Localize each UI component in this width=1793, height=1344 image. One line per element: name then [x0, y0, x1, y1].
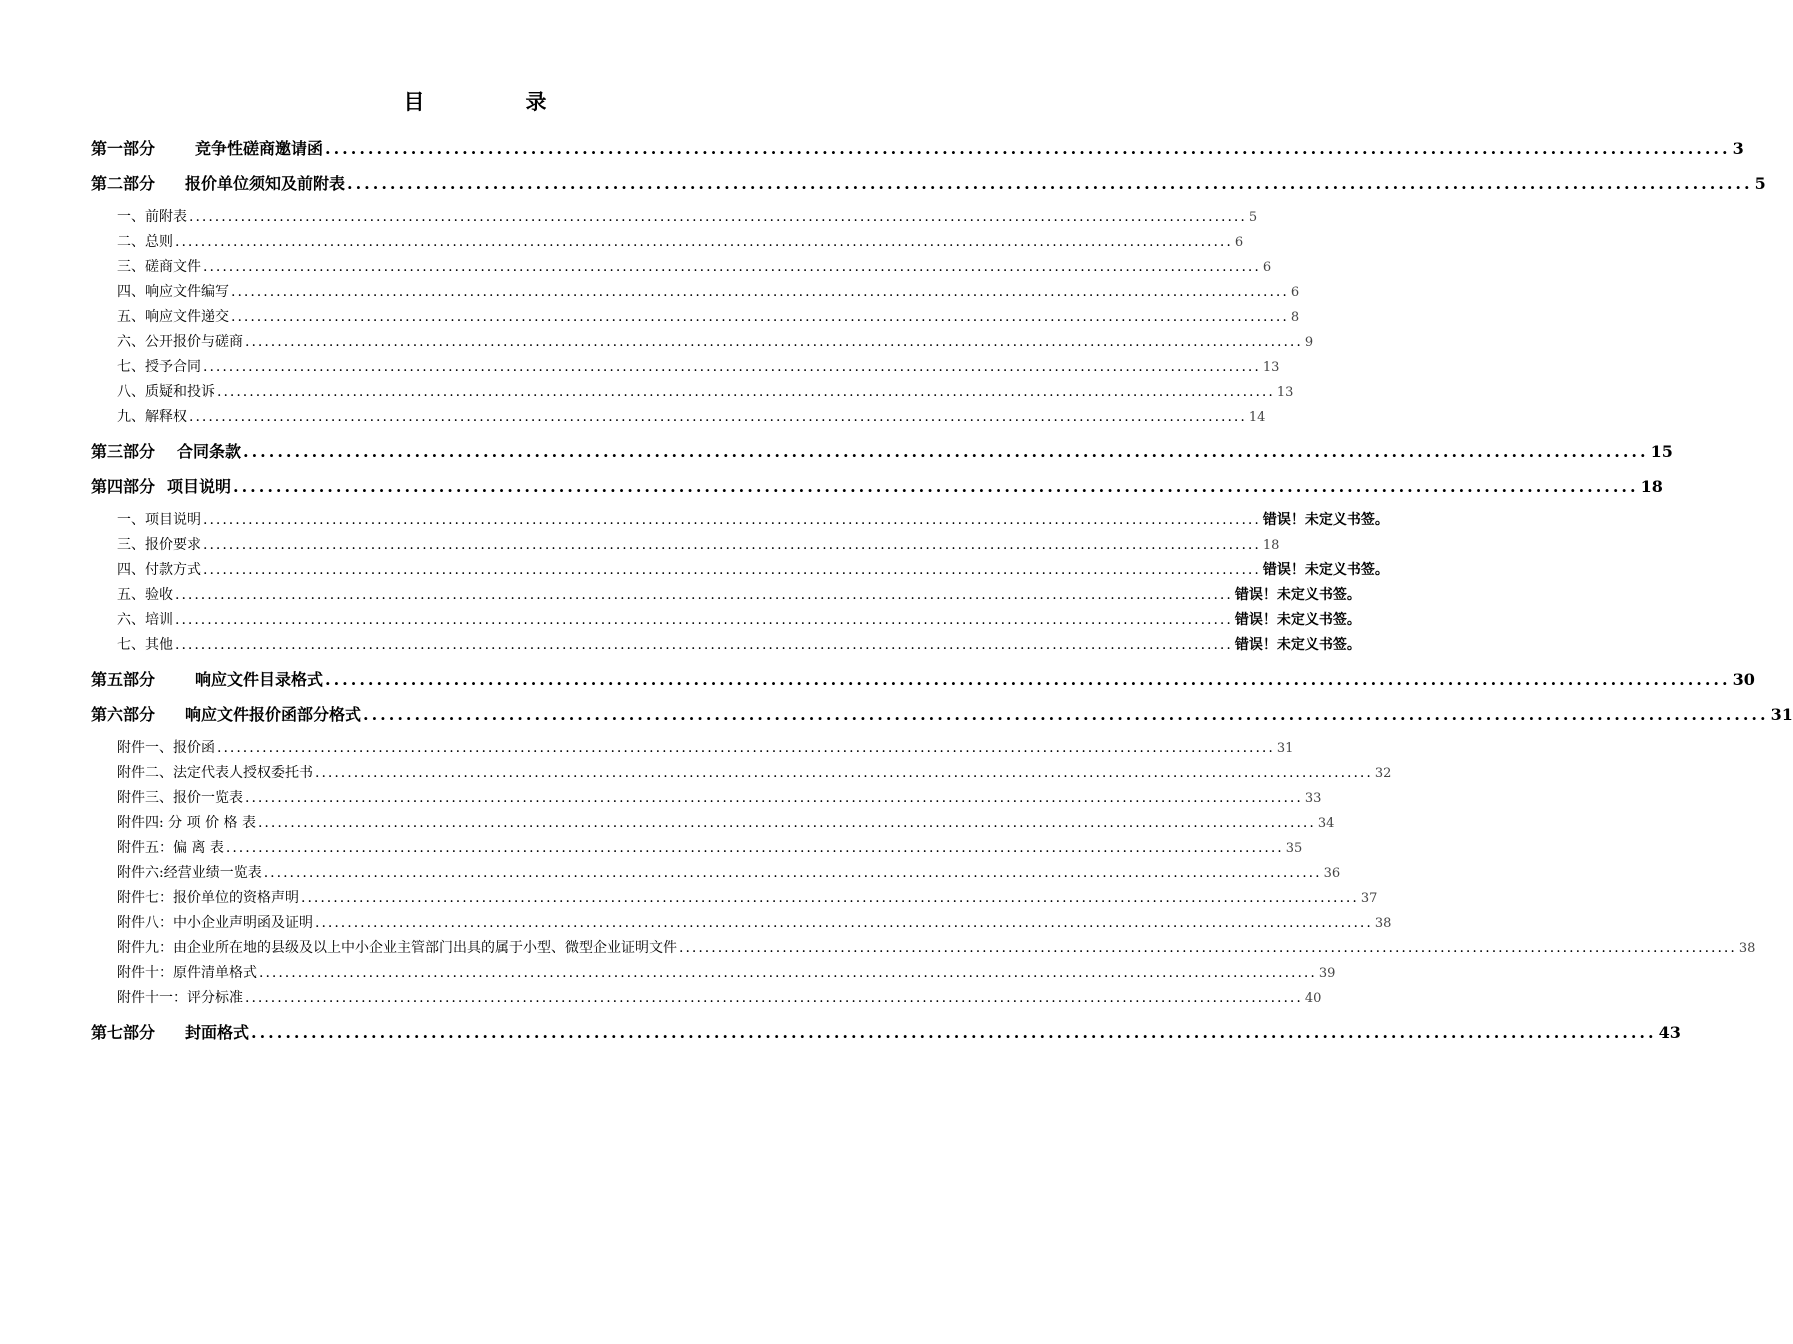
toc-entry-title: 八、质疑和投诉: [117, 384, 215, 400]
toc-entry-title: 竞争性磋商邀请函: [195, 139, 324, 158]
toc-dot-leader: ....................................................................................................................................................................: [189, 409, 1247, 425]
toc-entry[interactable]: [117, 888, 1378, 908]
toc-part-number: 第二部分: [91, 174, 156, 193]
toc-entry-title: 四、付款方式: [117, 562, 201, 578]
toc-entry[interactable]: [117, 635, 1361, 655]
toc-entry-title: 五、验收: [117, 587, 173, 603]
toc-entry[interactable]: [117, 282, 1300, 302]
toc-entry[interactable]: [117, 788, 1322, 808]
toc-entry-title: 项目说明: [167, 477, 232, 496]
toc-page-number: 14: [1248, 410, 1266, 425]
toc-page-number: 33: [1304, 791, 1322, 806]
toc-dot-leader: ....................................................................................................................................................................: [325, 670, 1731, 689]
toc-page-number: 错误！未定义书签。: [1234, 612, 1361, 628]
toc-dot-leader: ....................................................................................................................................................................: [347, 174, 1753, 193]
toc-page-number: 38: [1738, 941, 1756, 956]
toc-entry-title: 响应文件报价函部分格式: [185, 705, 362, 724]
toc-dot-leader: ....................................................................................................................................................................: [203, 259, 1261, 275]
toc-dot-leader: ....................................................................................................................................................................: [301, 890, 1359, 906]
toc-page-number: 错误！未定义书签。: [1234, 637, 1361, 653]
toc-page-number: 31: [1770, 705, 1793, 724]
toc-part-number: 第七部分: [91, 1023, 156, 1042]
toc-page-number: 30: [1732, 670, 1755, 689]
toc-entry[interactable]: [117, 207, 1258, 227]
toc-dot-leader: ....................................................................................................................................................................: [175, 234, 1233, 250]
toc-dot-leader: ....................................................................................................................................................................: [189, 209, 1247, 225]
toc-page-number: 15: [1650, 442, 1673, 461]
toc-page-number: 36: [1323, 866, 1341, 881]
toc-dot-leader: ....................................................................................................................................................................: [217, 740, 1275, 756]
toc-page-number: 错误！未定义书签。: [1262, 562, 1389, 578]
toc-dot-leader: ....................................................................................................................................................................: [203, 359, 1261, 375]
toc-page-number: 35: [1285, 841, 1303, 856]
toc-page-number: 6: [1290, 285, 1300, 300]
toc-dot-leader: ....................................................................................................................................................................: [175, 612, 1233, 628]
toc-entry[interactable]: [117, 913, 1392, 933]
toc-entry[interactable]: [117, 560, 1389, 580]
toc-section-heading[interactable]: [91, 441, 1673, 463]
toc-entry-title: 六、公开报价与磋商: [117, 334, 243, 350]
toc-dot-leader: ....................................................................................................................................................................: [243, 442, 1649, 461]
toc-page-number: 6: [1234, 235, 1244, 250]
toc-entry[interactable]: [117, 813, 1335, 833]
toc-entry-title: 附件一、报价函: [117, 740, 215, 756]
toc-entry-title: 一、项目说明: [117, 512, 201, 528]
toc-entry-title: 附件六:经营业绩一览表: [117, 865, 262, 881]
toc-dot-leader: ....................................................................................................................................................................: [245, 334, 1303, 350]
toc-page-number: 6: [1262, 260, 1272, 275]
toc-entry-title: 附件九：由企业所在地的县级及以上中小企业主管部门出具的属于小型、微型企业证明文件: [117, 940, 677, 956]
toc-dot-leader: ....................................................................................................................................................................: [203, 562, 1261, 578]
toc-entry[interactable]: [117, 232, 1244, 252]
toc-entry-title: 一、前附表: [117, 209, 187, 225]
toc-entry-title: 三、磋商文件: [117, 259, 201, 275]
toc-entry[interactable]: [117, 357, 1280, 377]
toc-entry-title: 附件七：报价单位的资格声明: [117, 890, 299, 906]
toc-section-heading[interactable]: [91, 704, 1793, 726]
toc-entry-title: 七、其他: [117, 637, 173, 653]
toc-entry-title: 附件四: 分 项 价 格 表: [117, 815, 256, 831]
toc-part-number: 第三部分: [91, 442, 156, 461]
toc-section-heading[interactable]: [91, 476, 1663, 498]
toc-dot-leader: ....................................................................................................................................................................: [231, 284, 1289, 300]
toc-entry[interactable]: [117, 738, 1294, 758]
toc-dot-leader: ....................................................................................................................................................................: [259, 965, 1317, 981]
toc-entry-title: 响应文件目录格式: [195, 670, 324, 689]
toc-entry-title: 四、响应文件编写: [117, 284, 229, 300]
toc-entry-title: 六、培训: [117, 612, 173, 628]
toc-page-number: 37: [1360, 891, 1378, 906]
toc-page-number: 34: [1317, 816, 1335, 831]
toc-entry-title: 封面格式: [185, 1023, 250, 1042]
toc-dot-leader: ....................................................................................................................................................................: [679, 940, 1737, 956]
toc-dot-leader: ....................................................................................................................................................................: [315, 915, 1373, 931]
toc-entry[interactable]: [117, 763, 1392, 783]
toc-dot-leader: ....................................................................................................................................................................: [251, 1023, 1657, 1042]
toc-dot-leader: ....................................................................................................................................................................: [245, 790, 1303, 806]
toc-dot-leader: ....................................................................................................................................................................: [203, 512, 1261, 528]
toc-page-number: 31: [1276, 741, 1294, 756]
toc-dot-leader: ....................................................................................................................................................................: [225, 840, 1284, 856]
toc-part-number: 第四部分: [91, 477, 156, 496]
toc-dot-leader: ....................................................................................................................................................................: [175, 637, 1233, 653]
toc-entry-title: 附件八：中小企业声明函及证明: [117, 915, 313, 931]
toc-dot-leader: ....................................................................................................................................................................: [315, 765, 1373, 781]
toc-entry[interactable]: [117, 838, 1303, 858]
toc-entry[interactable]: [117, 938, 1756, 958]
toc-entry[interactable]: [117, 510, 1389, 530]
toc-entry-title: 附件五：偏 离 表: [117, 840, 224, 856]
toc-entry[interactable]: [117, 307, 1300, 327]
toc-dot-leader: ....................................................................................................................................................................: [233, 477, 1639, 496]
toc-section-heading[interactable]: [91, 669, 1755, 691]
toc-page-number: 32: [1374, 766, 1392, 781]
toc-page-number: 3: [1732, 139, 1744, 158]
toc-page-number: 39: [1318, 966, 1336, 981]
toc-page-number: 13: [1276, 385, 1294, 400]
toc-dot-leader: ....................................................................................................................................................................: [245, 990, 1303, 1006]
toc-dot-leader: ....................................................................................................................................................................: [217, 384, 1275, 400]
toc-entry[interactable]: [117, 988, 1322, 1008]
toc-entry-title: 附件十一：评分标准: [117, 990, 243, 1006]
toc-page-number: 错误！未定义书签。: [1262, 512, 1389, 528]
toc-entry[interactable]: [117, 332, 1314, 352]
toc-dot-leader: ....................................................................................................................................................................: [257, 815, 1316, 831]
toc-page-number: 40: [1304, 991, 1322, 1006]
toc-page-number: 错误！未定义书签。: [1234, 587, 1361, 603]
toc-dot-leader: ....................................................................................................................................................................: [203, 537, 1261, 553]
toc-entry-title: 二、总则: [117, 234, 173, 250]
toc-dot-leader: ....................................................................................................................................................................: [263, 865, 1322, 881]
toc-page-number: 5: [1248, 210, 1258, 225]
toc-dot-leader: ....................................................................................................................................................................: [231, 309, 1289, 325]
toc-entry-title: 五、响应文件递交: [117, 309, 229, 325]
toc-page-number: 38: [1374, 916, 1392, 931]
toc-page-number: 9: [1304, 335, 1314, 350]
toc-page-number: 8: [1290, 310, 1300, 325]
toc-part-number: 第一部分: [91, 139, 156, 158]
toc-entry[interactable]: [117, 585, 1361, 605]
toc-entry[interactable]: [117, 535, 1280, 555]
toc-entry[interactable]: [117, 382, 1294, 402]
toc-entry[interactable]: [117, 610, 1361, 630]
toc-entry-title: 合同条款: [177, 442, 242, 461]
toc-entry-title: 九、解释权: [117, 409, 187, 425]
toc-page-number: 5: [1754, 174, 1766, 193]
toc-entry-title: 七、授予合同: [117, 359, 201, 375]
toc-entry[interactable]: [117, 257, 1272, 277]
toc-dot-leader: ....................................................................................................................................................................: [363, 705, 1769, 724]
toc-entry-title: 附件十：原件清单格式: [117, 965, 257, 981]
toc-page-number: 43: [1658, 1023, 1681, 1042]
toc-page-number: 18: [1262, 538, 1280, 553]
toc-dot-leader: ....................................................................................................................................................................: [175, 587, 1233, 603]
toc-page-number: 18: [1640, 477, 1663, 496]
toc-part-number: 第六部分: [91, 705, 156, 724]
toc-section-heading[interactable]: [91, 173, 1766, 195]
toc-section-heading[interactable]: [91, 138, 1744, 160]
toc-entry[interactable]: [117, 407, 1266, 427]
toc-section-heading[interactable]: [91, 1022, 1681, 1044]
toc-part-number: 第五部分: [91, 670, 156, 689]
toc-entry-title: 三、报价要求: [117, 537, 201, 553]
toc-entry[interactable]: [117, 963, 1336, 983]
toc-page-number: 13: [1262, 360, 1280, 375]
page-title: 目 录: [403, 89, 587, 114]
toc-entry-title: 报价单位须知及前附表: [185, 174, 346, 193]
toc-entry-title: 附件三、报价一览表: [117, 790, 243, 806]
toc-entry[interactable]: [117, 863, 1341, 883]
toc-entry-title: 附件二、法定代表人授权委托书: [117, 765, 313, 781]
toc-dot-leader: ....................................................................................................................................................................: [325, 139, 1731, 158]
